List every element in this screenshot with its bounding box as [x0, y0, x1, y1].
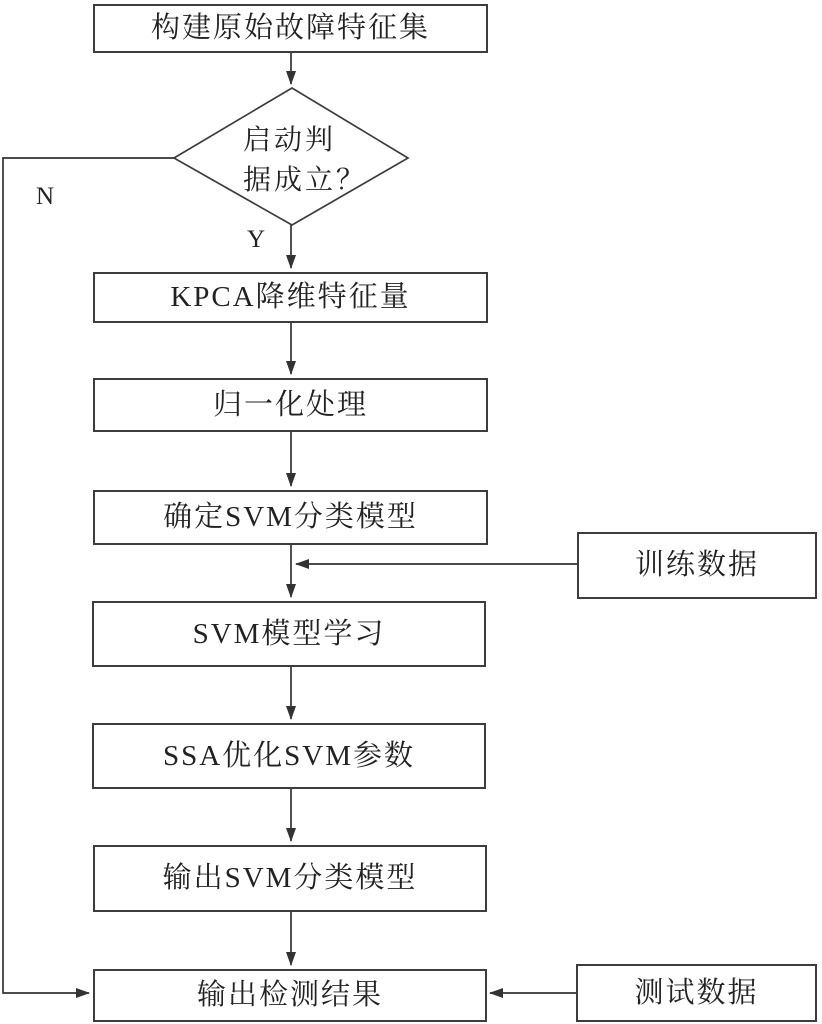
node-build-feature-set: [93, 4, 488, 53]
decision-line-2: 据成立？: [243, 165, 368, 196]
node-output-svm-model-label: 输出SVM分类模型: [162, 862, 418, 894]
node-define-svm-model: [93, 490, 488, 545]
branch-label-no: N: [36, 183, 55, 210]
node-training-data-label: 训练数据: [634, 549, 759, 581]
node-define-svm-model-label: 确定SVM分类模型: [163, 501, 418, 533]
node-build-feature-set-label: 构建原始故障特征集: [150, 12, 430, 44]
node-test-data: [576, 964, 817, 1022]
node-start-decision: [243, 121, 367, 201]
node-kpca: [93, 272, 488, 323]
node-kpca-label: KPCA降维特征量: [170, 281, 411, 313]
node-normalize: [93, 378, 488, 432]
node-svm-learning-label: SVM模型学习: [192, 617, 386, 650]
node-svm-learning: [92, 601, 486, 667]
node-ssa-optimize-label: SSA优化SVM参数: [162, 739, 416, 772]
node-test-data-label: 测试数据: [634, 976, 759, 1009]
decision-line-1: 启动判: [243, 125, 337, 156]
node-normalize-label: 归一化处理: [212, 388, 368, 421]
node-output-result-label: 输出检测结果: [196, 979, 383, 1011]
branch-label-yes: Y: [247, 226, 266, 253]
node-ssa-optimize: [92, 723, 486, 789]
node-training-data: [577, 532, 817, 599]
node-output-result: [93, 969, 487, 1022]
node-output-svm-model: [93, 845, 487, 912]
